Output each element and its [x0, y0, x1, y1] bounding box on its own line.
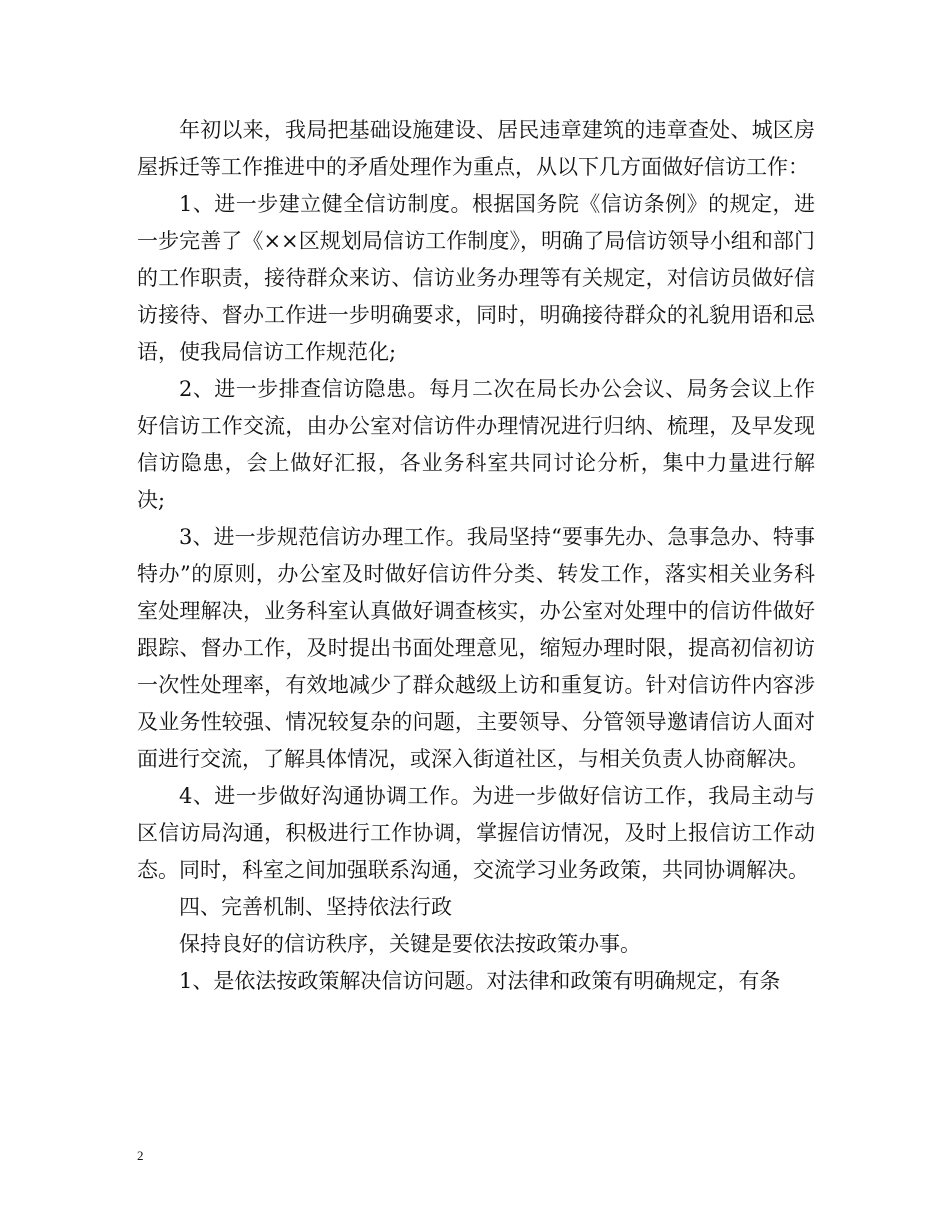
paragraph-item-2: 2、进一步排查信访隐患。每月二次在局长办公会议、局务会议上作好信访工作交流，由办公室对信访件办理情况进行归纳、梳理，及早发现信访隐患，会上做好汇报，各业务科室共同讨论分析，集中力量进行解决; — [137, 377, 815, 512]
page-number: 2 — [137, 1148, 144, 1163]
paragraph-item-1: 1、进一步建立健全信访制度。根据国务院《信访条例》的规定，进一步完善了《××区规划局信访工作制度》，明确了局信访领导小组和部门的工作职责，接待群众来访、信访业务办理等有关规定，对信访员做好信访接待、督办工作进一步明确要求，同时，明确接待群众的礼貌用语和忌语，使我局信访工作规范化; — [137, 192, 815, 364]
paragraph-section-intro: 保持良好的信访秩序，关键是要依法按政策办事。 — [179, 932, 641, 956]
paragraph-section-item-1: 1、是依法按政策解决信访问题。对法律和政策有明确规定，有条 — [179, 969, 781, 993]
body-text — [137, 112, 815, 1000]
paragraph-intro: 年初以来，我局把基础设施建设、居民违章建筑的违章查处、城区房屋拆迁等工作推进中的矛盾处理作为重点，从以下几方面做好信访工作： — [137, 118, 815, 179]
paragraph-item-4: 4、进一步做好沟通协调工作。为进一步做好信访工作，我局主动与区信访局沟通，积极进行工作协调，掌握信访情况，及时上报信访工作动态。同时，科室之间加强联系沟通，交流学习业务政策，共同协调解决。 — [137, 784, 815, 882]
paragraph-item-3: 3、进一步规范信访办理工作。我局坚持“要事先办、急事急办、特事特办”的原则，办公室及时做好信访件分类、转发工作，落实相关业务科室处理解决，业务科室认真做好调查核实，办公室对处理中的信访件做好跟踪、督办工作，及时提出书面处理意见，缩短办理时限，提高初信初访一次性处理率，有效地减少了群众越级上访和重复访。针对信访件内容涉及业务性较强、情况较复杂的问题，主要领导、分管领导邀请信访人面对面进行交流，了解具体情况，或深入街道社区，与相关负责人协商解决。 — [137, 525, 815, 771]
section-heading: 四、完善机制、坚持依法行政 — [179, 895, 452, 919]
